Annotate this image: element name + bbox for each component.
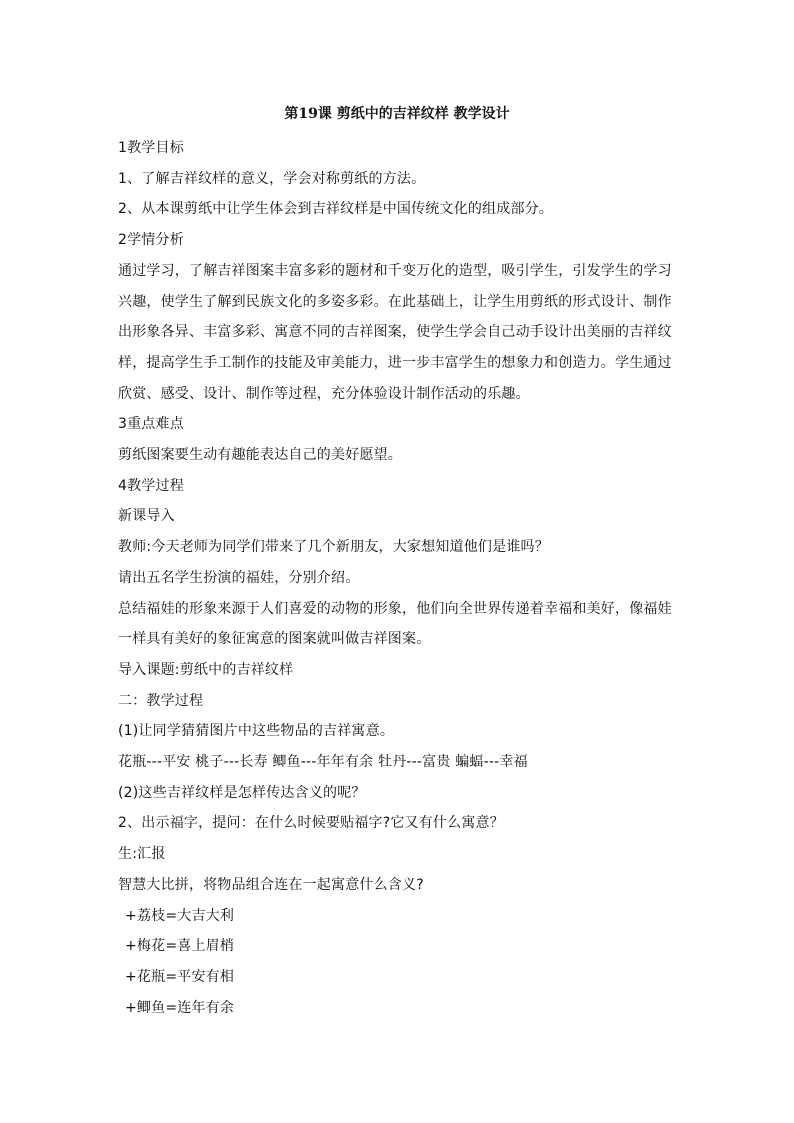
keypoints-text: 剪纸图案要生动有趣能表达自己的美好愿望。 xyxy=(118,447,402,464)
section-heading-analysis: 2学情分析 xyxy=(118,232,184,249)
teacher-line: 教师:今天老师为同学们带来了几个新朋友，大家想知道他们是谁吗？ xyxy=(118,539,549,556)
combo-item-4: +鲫鱼=连年有余 xyxy=(125,999,235,1016)
subheading-intro: 新课导入 xyxy=(118,508,175,525)
section-heading-objectives: 1教学目标 xyxy=(118,140,184,156)
section-heading-keypoints: 3重点难点 xyxy=(118,416,184,433)
subheading-process: 二：教学过程 xyxy=(118,692,204,709)
step-2-line: (2)这些吉祥纹样是怎样传达含义的呢？ xyxy=(118,784,366,801)
combo-item-3: +花瓶=平安有相 xyxy=(125,968,235,985)
combo-item-2: +梅花=喜上眉梢 xyxy=(125,938,235,955)
document-body xyxy=(118,133,678,1023)
student-report-line: 生:汇报 xyxy=(118,846,166,863)
summary-paragraph: 总结福娃的形象来源于人们喜爱的动物的形象，他们向全世界传递着幸福和美好，像福娃一样具有美好的象征寓意的图案就叫做吉祥图案。 xyxy=(118,600,672,648)
topic-line: 导入课题:剪纸中的吉祥纹样 xyxy=(118,661,294,678)
analysis-paragraph: 通过学习，了解吉祥图案丰富多彩的题材和千变万化的造型，吸引学生，引发学生的学习兴趣，使学生了解到民族文化的多姿多彩。在此基础上，让学生用剪纸的形式设计、制作出形象各异、丰富多彩、寓意不同的吉祥图案，使学生学会自己动手设计出美丽的吉祥纹样，提高学生手工制作的技能及审美能力，进一步丰富学生的想象力和创造力。学生通过欣赏、感受、设计、制作等过程，充分体验设计制作活动的乐趣。 xyxy=(118,262,672,402)
fu-character-line: 2、出示福字，提问：在什么时候要贴福字?它又有什么寓意？ xyxy=(118,815,504,832)
challenge-line: 智慧大比拼，将物品组合连在一起寓意什么含义? xyxy=(118,876,424,893)
intro-line: 请出五名学生扮演的福娃，分别介绍。 xyxy=(118,569,360,586)
objective-item-2: 2、从本课剪纸中让学生体会到吉祥纹样是中国传统文化的组成部分。 xyxy=(118,201,554,218)
page-title: 第19课 剪纸中的吉祥纹样 教学设计 xyxy=(284,106,510,122)
symbol-list-line: 花瓶---平安 桃子---长寿 鲫鱼---年年有余 牡丹---富贵 蝙蝠---幸福 xyxy=(118,754,528,771)
combo-item-1: +荔枝=大吉大利 xyxy=(125,907,235,924)
objective-item-1: 1、了解吉祥纹样的意义，学会对称剪纸的方法。 xyxy=(118,170,426,187)
step-1-line: (1)让同学猜猜图片中这些物品的吉祥寓意。 xyxy=(118,723,395,740)
section-heading-process: 4教学过程 xyxy=(118,477,184,494)
